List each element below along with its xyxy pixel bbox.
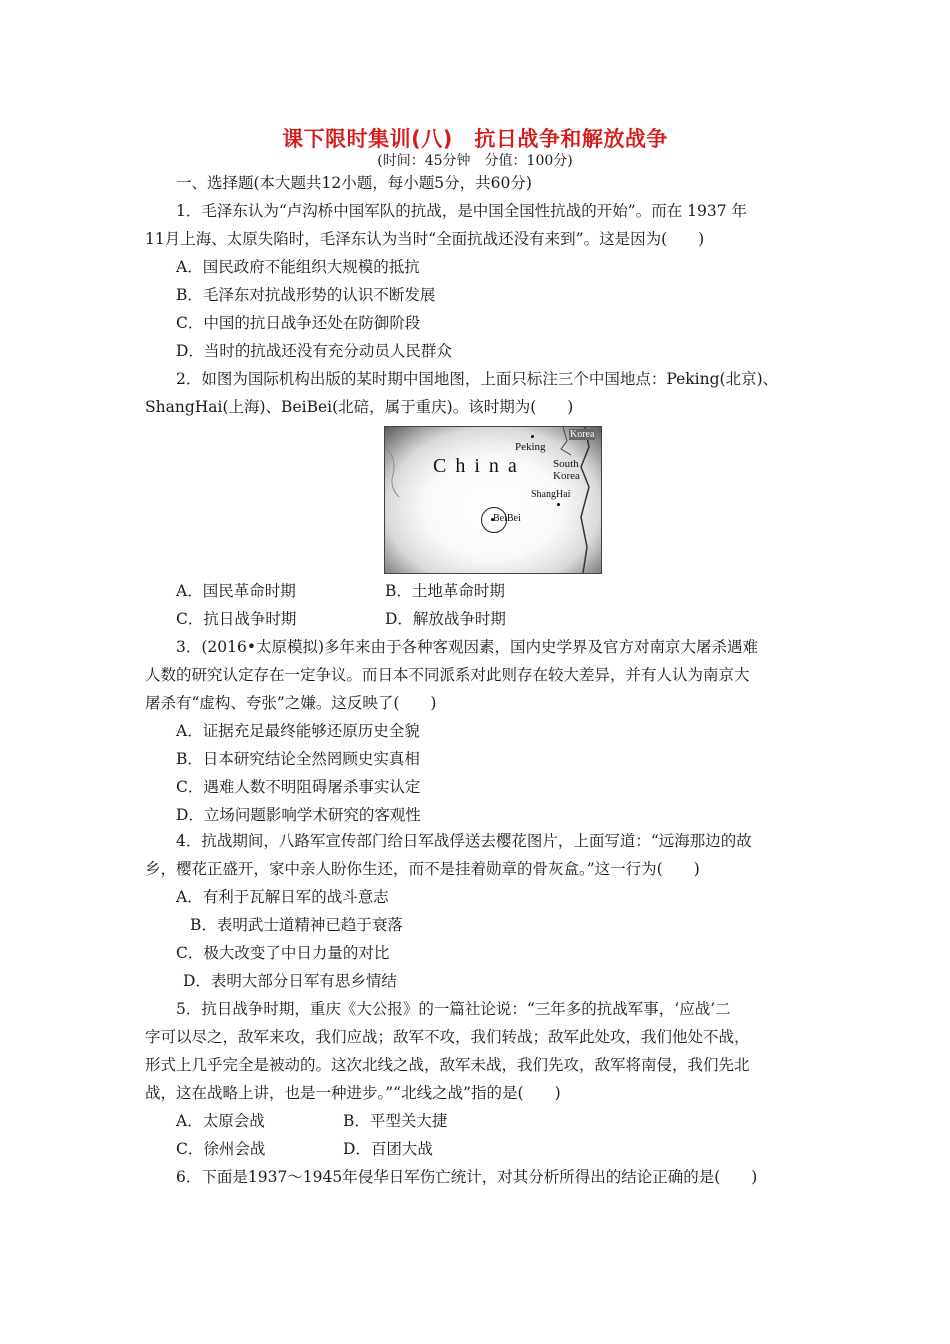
q3-option-d: D．立场问题影响学术研究的客观性 bbox=[176, 806, 421, 824]
q1-option-d: D．当时的抗战还没有充分动员人民群众 bbox=[176, 342, 452, 360]
map-label-peking: Peking bbox=[515, 441, 546, 453]
q2-option-d: D．解放战争时期 bbox=[385, 610, 506, 628]
map-label-south-korea bbox=[553, 458, 580, 482]
q5-option-d: D．百团大战 bbox=[343, 1140, 433, 1158]
q5-stem-line1: 5．抗日战争时期，重庆《大公报》的一篇社论说：“三年多的抗战军事，‘应战’二 bbox=[176, 1000, 731, 1018]
q2-option-c: C．抗日战争时期 bbox=[176, 610, 297, 628]
page-subtitle: (时间：45分钟 分值：100分) bbox=[377, 153, 573, 169]
q4-option-c: C．极大改变了中日力量的对比 bbox=[176, 944, 390, 962]
shanghai-marker bbox=[557, 503, 560, 506]
q4-option-b: B．表明武士道精神已趋于衰落 bbox=[190, 916, 403, 934]
peking-marker bbox=[531, 435, 534, 438]
q4-option-d: D．表明大部分日军有思乡情结 bbox=[183, 972, 397, 990]
q2-option-a: A．国民革命时期 bbox=[176, 582, 296, 600]
q5-stem-line4: 战，这在战略上讲，也是一种进步。”“北线之战”指的是( ) bbox=[145, 1084, 561, 1102]
q3-option-a: A．证据充足最终能够还原历史全貌 bbox=[176, 722, 420, 740]
q2-stem-line2: ShangHai(上海)、BeiBei(北碚，属于重庆)。该时期为( ) bbox=[145, 398, 574, 416]
q5-option-c: C．徐州会战 bbox=[176, 1140, 266, 1158]
q2-option-b: B．土地革命时期 bbox=[385, 582, 505, 600]
map-label-beibei: BeiBei bbox=[493, 513, 521, 524]
q1-option-c: C．中国的抗日战争还处在防御阶段 bbox=[176, 314, 421, 332]
q2-stem-line1: 2．如图为国际机构出版的某时期中国地图，上面只标注三个中国地点：Peking(北京)、 bbox=[176, 370, 779, 388]
q3-stem-line3: 屠杀有“虚构、夸张”之嫌。这反映了( ) bbox=[145, 694, 437, 712]
q1-option-b: B．毛泽东对抗战形势的认识不断发展 bbox=[176, 286, 436, 304]
q3-stem-line1: 3．(2016•太原模拟)多年来由于各种客观因素，国内史学界及官方对南京大屠杀遇难 bbox=[176, 638, 759, 656]
map-label-south-korea-2: Korea bbox=[553, 470, 580, 482]
china-map-figure bbox=[384, 426, 602, 574]
map-label-south: South bbox=[553, 458, 579, 470]
page-title: 课下限时集训(八) 抗日战争和解放战争 bbox=[282, 127, 668, 151]
q5-stem-line3: 形式上几乎完全是被动的。这次北线之战，敌军未战，我们先攻，敌军将南侵，我们先北 bbox=[145, 1056, 750, 1074]
q4-option-a: A．有利于瓦解日军的战斗意志 bbox=[176, 888, 389, 906]
q4-stem-line1: 4．抗战期间，八路军宣传部门给日军战俘送去樱花图片，上面写道：“远海那边的故 bbox=[176, 832, 752, 850]
q5-stem-line2: 字可以尽之，敌军来攻，我们应战；敌军不攻，我们转战；敌军此处攻，我们他处不战， bbox=[145, 1028, 750, 1046]
q1-stem-line2: 11月上海、太原失陷时，毛泽东认为当时“全面抗战还没有来到”。这是因为( ) bbox=[145, 230, 705, 248]
q5-option-b: B．平型关大捷 bbox=[343, 1112, 448, 1130]
q3-stem-line2: 人数的研究认定存在一定争议。而日本不同派系对此则存在较大差异，并有人认为南京大 bbox=[145, 666, 750, 684]
q3-option-b: B．日本研究结论全然罔顾史实真相 bbox=[176, 750, 420, 768]
q3-option-c: C．遇难人数不明阻碍屠杀事实认定 bbox=[176, 778, 421, 796]
map-label-shanghai: ShangHai bbox=[531, 489, 571, 500]
map-label-china: China bbox=[433, 455, 526, 477]
coastline-graphic bbox=[385, 427, 601, 573]
section-heading: 一、选择题(本大题共12小题，每小题5分，共60分) bbox=[176, 174, 532, 192]
q1-stem-line1: 1．毛泽东认为“卢沟桥中国军队的抗战，是中国全国性抗战的开始”。而在 1937 年 bbox=[176, 202, 748, 220]
q1-option-a: A．国民政府不能组织大规模的抵抗 bbox=[176, 258, 420, 276]
q6-stem-line1: 6．下面是1937～1945年侵华日军伤亡统计，对其分析所得出的结论正确的是( ) bbox=[176, 1168, 758, 1186]
q5-option-a: A．太原会战 bbox=[176, 1112, 265, 1130]
q4-stem-line2: 乡，樱花正盛开，家中亲人盼你生还，而不是挂着勋章的骨灰盒。”这一行为( ) bbox=[145, 860, 700, 878]
map-label-korea: Korea bbox=[570, 429, 595, 440]
